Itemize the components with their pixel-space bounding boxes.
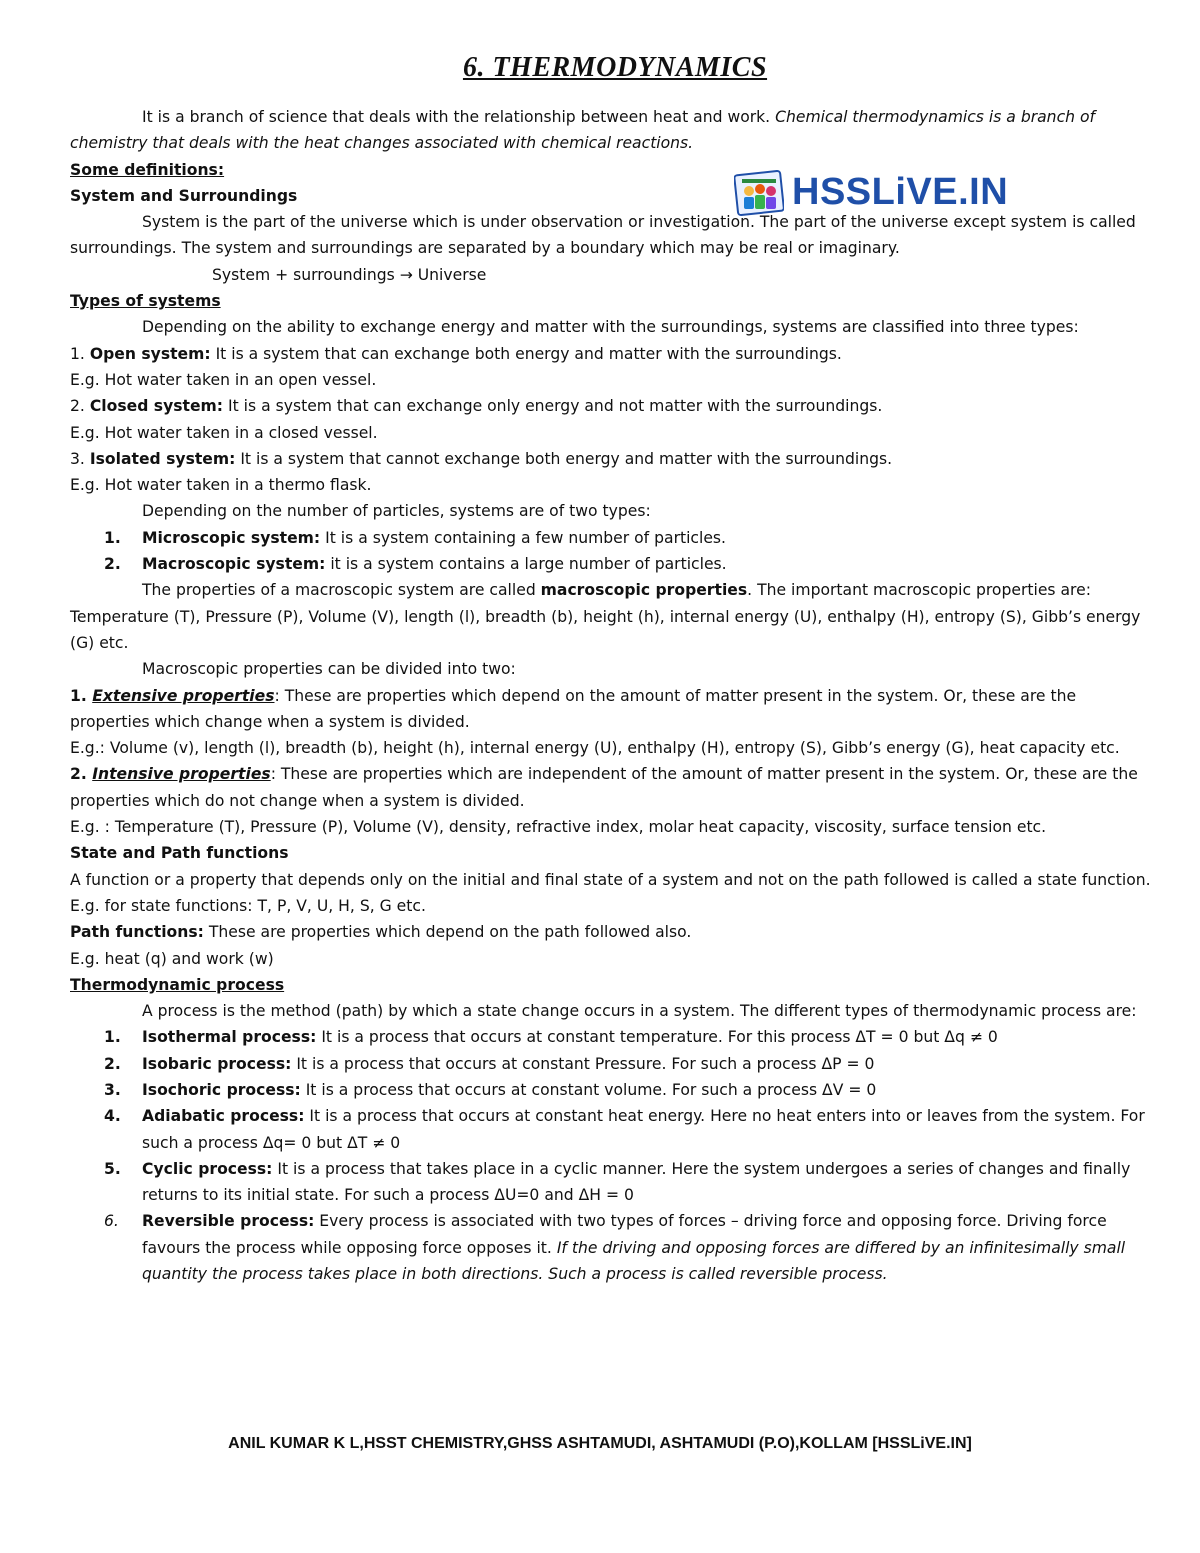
process-italic: If the driving and opposing forces are differed by an infinitesimally small quantity the process takes place in both directions. Such a process is called reversible process. [142,1238,1126,1284]
list-item [70,1024,1160,1050]
process-text: It is a process that occurs at constant Pressure. For such a process ΔP = 0 [291,1054,875,1073]
page-title: 6. THERMODYNAMICS [462,52,768,83]
isolated-system [70,446,1160,472]
process-label: Isobaric process: [142,1054,292,1073]
isolated-num: 3. [70,449,90,468]
int-label: Intensive properties [92,765,271,784]
path-label: Path functions: [70,923,204,942]
system-surroundings-heading: System and Surroundings [70,186,298,205]
thermo-process-heading: Thermodynamic process [70,975,285,994]
footer-credit: ANIL KUMAR K L,HSST CHEMISTRY,GHSS ASHTAMUDI, ASHTAMUDI (P.O),KOLLAM [HSSLiVE.IN] [228,1435,972,1452]
macro-label: Macroscopic system: [142,555,326,574]
list-item [70,1208,1160,1287]
ext-num: 1. [70,686,93,705]
process-text: Every process is associated with two types of forces – driving force and opposing force. Driving force favours the process while opposing force opposes it. [142,1212,1107,1257]
path-text: These are properties which depend on the path followed also. [203,923,692,942]
isolated-text: It is a system that cannot exchange both energy and matter with the surroundings. [235,449,893,468]
macro-props-bold: macroscopic properties [540,581,748,600]
open-text: It is a system that can exchange both energy and matter with the surroundings. [210,344,842,363]
list-item [70,1077,1160,1103]
list-number: 3. [104,1080,121,1099]
process-text: It is a process that occurs at constant heat energy. Here no heat enters into or leaves from the system. For such a process Δq= 0 but ΔT ≠ 0 [142,1107,1145,1152]
ext-text: : These are properties which depend on the amount of matter present in the system. Or, these are the properties which change when a system is divided. [70,686,1077,731]
process-text: It is a process that occurs at constant temperature. For this process ΔT = 0 but Δq ≠ 0 [316,1028,998,1047]
system-surroundings-text: System is the part of the universe which is under observation or investigation. The part of the universe except system is called surroundings. The system and surroundings are separated by a boundary which may be real or imaginary. [70,213,1136,258]
int-text: : These are properties which are independent of the amount of matter present in the system. Or, these are the properties which do not change when a system is divided. [70,765,1138,810]
intro-italic: Chemical thermodynamics is a branch of chemistry that deals with the heat changes associated with chemical reactions. [70,108,1096,153]
particle-types-list [70,525,1160,578]
open-system [70,341,1160,367]
process-text: It is a process that occurs at constant volume. For such a process ΔV = 0 [300,1080,877,1099]
list-item [70,1103,1160,1156]
closed-num: 2. [70,397,90,416]
list-item [70,525,1160,551]
micro-label: Microscopic system: [142,528,321,547]
int-num: 2. [70,765,93,784]
list-number: 2. [104,1054,121,1073]
document-body [70,104,1160,1287]
list-item [70,1051,1160,1077]
micro-text: It is a system containing a few number of particles. [320,528,727,547]
list-number: 1. [104,528,121,547]
types-of-systems-heading: Types of systems [70,292,221,311]
logo-text: HSSLiVE.IN [792,170,1009,213]
closed-example: E.g. Hot water taken in a closed vessel. [70,423,378,442]
extensive-properties [70,683,1160,736]
process-label: Isothermal process: [142,1028,317,1047]
ext-label: Extensive properties [92,686,275,705]
state-path-heading: State and Path functions [70,844,289,863]
open-example: E.g. Hot water taken in an open vessel. [70,370,377,389]
types-intro: Depending on the ability to exchange energy and matter with the surroundings, systems are classified into three types: [142,318,1079,337]
process-label: Isochoric process: [142,1080,301,1099]
process-label: Cyclic process: [142,1159,273,1178]
process-list [70,1024,1160,1287]
list-number: 5. [104,1159,121,1178]
state-function-example: E.g. for state functions: T, P, V, U, H, S, G etc. [70,896,426,915]
closed-text: It is a system that can exchange only energy and not matter with the surroundings. [223,397,883,416]
process-label: Adiabatic process: [142,1107,305,1126]
closed-system [70,393,1160,419]
isolated-example: E.g. Hot water taken in a thermo flask. [70,476,372,495]
some-definitions-heading: Some definitions: [70,160,225,179]
path-functions [70,919,1160,945]
intensive-example: E.g. : Temperature (T), Pressure (P), Volume (V), density, refractive index, molar heat capacity, viscosity, surface tension etc. [70,818,1047,837]
path-example: E.g. heat (q) and work (w) [70,949,274,968]
list-number: 1. [104,1028,121,1047]
open-label: Open system: [89,344,211,363]
macro-divide: Macroscopic properties can be divided into two: [142,660,516,679]
universe-equation: System + surroundings → Universe [212,265,487,284]
state-function-text: A function or a property that depends only on the initial and final state of a system and not on the path followed is called a state function. [70,870,1151,889]
list-item [70,1156,1160,1209]
list-number: 2. [104,555,121,574]
macro-props-text-a: The properties of a macroscopic system are called [142,581,541,600]
macro-props-paragraph [70,577,1160,656]
list-item [70,551,1160,577]
open-num: 1. [70,344,90,363]
closed-label: Closed system: [89,397,224,416]
process-label: Reversible process: [142,1212,315,1231]
macro-props-text-c: . The important macroscopic properties are: Temperature (T), Pressure (P), Volume (V), length (l), breadth (b), height (h), internal energy (U), enthalpy (H), entropy (S), Gibb’s energy (G) etc. [70,581,1141,652]
intensive-properties [70,761,1160,814]
list-number: 6. [104,1212,119,1231]
intro-text: It is a branch of science that deals with the relationship between heat and work. [142,108,776,126]
process-text: It is a process that takes place in a cyclic manner. Here the system undergoes a series of changes and finally returns to its initial state. For such a process ΔU=0 and ΔH = 0 [142,1159,1131,1205]
intro-paragraph [70,104,1160,157]
particles-intro: Depending on the number of particles, systems are of two types: [142,502,651,521]
extensive-example: E.g.: Volume (v), length (l), breadth (b), height (h), internal energy (U), enthalpy (H), entropy (S), Gibb’s energy (G), heat capacity etc. [70,739,1120,758]
macro-text: it is a system contains a large number of particles. [325,555,727,574]
thermo-process-intro: A process is the method (path) by which a state change occurs in a system. The different types of thermodynamic process are: [142,1002,1137,1021]
isolated-label: Isolated system: [89,449,236,468]
list-number: 4. [104,1107,121,1126]
document-page [70,52,1160,1287]
